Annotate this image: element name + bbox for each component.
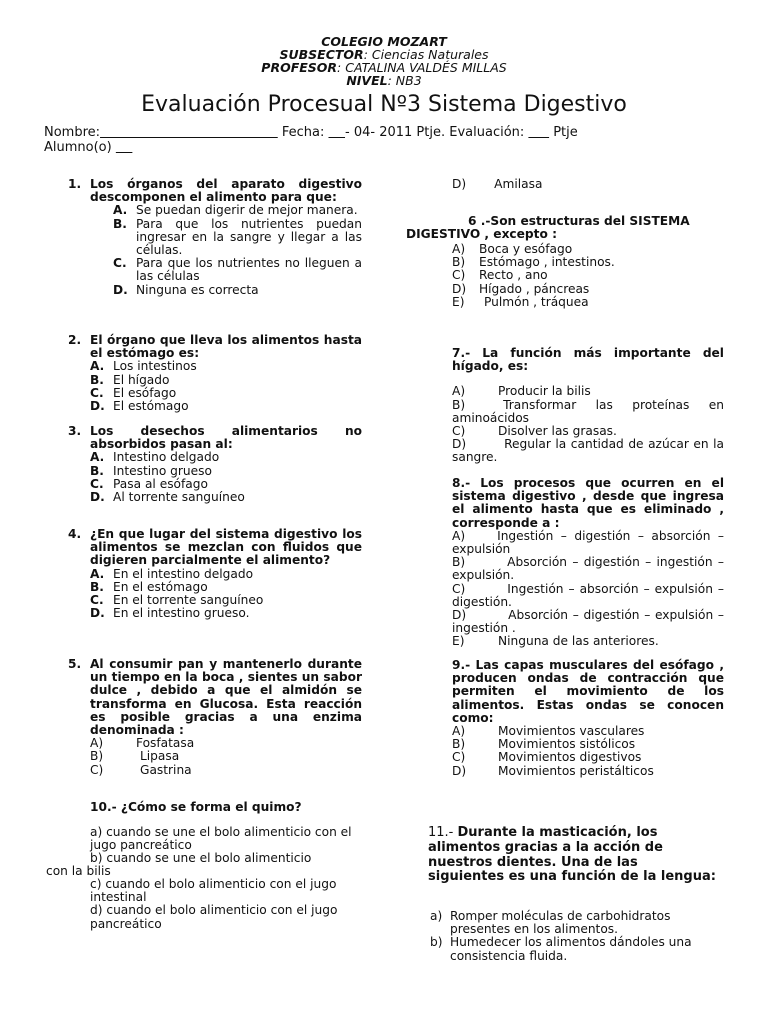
q7-option-a[interactable]: A) Producir la bilis xyxy=(452,384,591,399)
q7-option-d[interactable]: D) Regular la cantidad de azúcar en la sangre. xyxy=(452,437,724,465)
question-8: 8.- Los procesos que ocurren en el sistema digestivo , desde que ingresa el alimento hasta que es eliminado , corresponde a : A) Ingestión – digestión – absorción – expulsión B) Absorción – digestión – ingestión – expulsión. C) Ingestión – absorción – expulsión – digestión. D) Absorción – digestión – expulsión – ingestión . E) Ninguna de las anteriores. xyxy=(452,476,724,649)
date-field[interactable] xyxy=(329,125,346,140)
q5-option-b[interactable]: B) Lipasa xyxy=(90,749,180,764)
q9-option-c[interactable]: C) Movimientos digestivos xyxy=(452,750,642,765)
q3-option-b[interactable]: B. Intestino grueso xyxy=(90,463,212,478)
q11-option-a[interactable]: a) Romper moléculas de carbohidratos presentes en los alimentos. xyxy=(430,909,671,937)
q2-option-c[interactable]: C. El esófago xyxy=(90,385,177,400)
page-title: Evaluación Procesual Nº3 Sistema Digestivo xyxy=(141,92,627,117)
q5-option-d[interactable]: D) Amilasa xyxy=(452,177,543,191)
q9-option-a[interactable]: A) Movimientos vasculares xyxy=(452,724,645,739)
q8-option-c[interactable]: C) Ingestión – absorción – expulsión – digestión. xyxy=(452,581,724,609)
question-9: 9.- Las capas musculares del esófago , producen ondas de contracción que permiten el movimiento de los alimentos. Estas ondas se conocen como: A) Movimientos vasculares B) Movimientos sistólicos C) Movimientos digestivos D) Movimientos peristálticos xyxy=(452,658,724,778)
q11-option-b[interactable]: b) Humedecer los alimentos dándoles una consistencia fluida. xyxy=(430,935,692,963)
q8-option-a[interactable]: A) Ingestión – digestión – absorción – expulsión xyxy=(452,528,724,557)
q6-option-c[interactable]: C) Recto , ano xyxy=(452,268,548,283)
q2-option-a[interactable]: A. Los intestinos xyxy=(90,359,197,374)
q8-option-b[interactable]: B) Absorción – digestión – ingestión – expulsión. xyxy=(452,555,724,583)
q9-option-d[interactable]: D) Movimientos peristálticos xyxy=(452,763,654,778)
question-7: 7.- La función más importante del hígado, es: A) Producir la bilis B) Transformar las proteínas en aminoácidos C) Disolver las grasas. D) Regular la cantidad de azúcar en la sangre. xyxy=(452,346,724,465)
q1-option-c[interactable]: C. Para que los nutrientes no lleguen a las células xyxy=(113,256,362,284)
subsector-line: SUBSECTOR: Ciencias Naturales xyxy=(279,47,489,62)
q4-option-c[interactable]: C. En el torrente sanguíneo xyxy=(90,593,264,608)
question-10-options-2 xyxy=(90,878,352,931)
q6-option-e[interactable]: E) Pulmón , tráquea xyxy=(452,294,589,309)
q2-option-d[interactable]: D. El estómago xyxy=(90,399,189,414)
q5-option-a[interactable]: A) Fosfatasa xyxy=(90,736,195,751)
school-name: COLEGIO MOZART xyxy=(321,34,447,49)
q1-option-a[interactable]: A. Se puedan digerir de mejor manera. xyxy=(113,203,358,218)
q8-option-e[interactable]: E) Ninguna de las anteriores. xyxy=(452,634,659,649)
q3-option-c[interactable]: C. Pasa al esófago xyxy=(90,476,208,491)
question-1: 1. Los órganos del aparato digestivo descomponen el alimento para que: A. Se puedan digerir de mejor manera. B. Para que los nutrientes puedan ingresar en la sangre y llegar a las células. C. Para que los nutrientes no lleguen a las células D. Ninguna es correcta xyxy=(68,177,362,297)
q10-option-a[interactable]: a) cuando se une el bolo alimenticio con el jugo pancreático xyxy=(90,825,352,853)
q10-option-d[interactable]: d) cuando el bolo alimenticio con el jugo pancreático xyxy=(90,903,338,931)
score-field[interactable] xyxy=(528,125,549,140)
q4-option-a[interactable]: A. En el intestino delgado xyxy=(90,566,254,581)
q3-option-d[interactable]: D. Al torrente sanguíneo xyxy=(90,490,245,505)
name-field[interactable] xyxy=(100,125,278,140)
q2-option-b[interactable]: B. El hígado xyxy=(90,372,170,387)
profesor-line: PROFESOR: CATALINA VALDÉS MILLAS xyxy=(261,60,507,75)
q5-option-c[interactable]: C) Gastrina xyxy=(90,762,192,777)
question-6: 6 .-Son estructuras del SISTEMA DIGESTIVO , excepto : xyxy=(406,214,690,242)
q7-option-c[interactable]: C) Disolver las grasas. xyxy=(452,424,617,439)
q9-option-b[interactable]: B) Movimientos sistólicos xyxy=(452,737,636,752)
question-10-options xyxy=(90,826,352,866)
q3-option-a[interactable]: A. Intestino delgado xyxy=(90,450,220,465)
question-11: 11.- Durante la masticación, los alimentos gracias a la acción de nuestros dientes. Una de las siguientes es una función de la lengua: xyxy=(428,825,716,885)
question-5: 5. Al consumir pan y mantenerlo durante un tiempo en la boca , sientes un sabor dulce , debido a que el almidón se transforma en Glucosa. Esta reacción es posible gracias a una enzima denominada : A) Fosfatasa B) Lipasa C) Gastrina xyxy=(68,657,362,777)
question-11-options xyxy=(430,910,718,963)
q6-option-d[interactable]: D) Hígado , páncreas xyxy=(452,281,590,296)
question-2: 2. El órgano que lleva los alimentos hasta el estómago es: A. Los intestinos B. El hígado C. El esófago D. El estómago xyxy=(68,333,362,414)
question-6-options xyxy=(452,243,724,309)
q10-option-c[interactable]: c) cuando el bolo alimenticio con el jugo intestinal xyxy=(90,877,337,905)
q1-option-b[interactable]: B. Para que los nutrientes puedan ingresar en la sangre y llegar a las células. xyxy=(113,216,362,258)
student-info: Nombre: Fecha: - 04- 2011 Ptje. Evaluación: Ptje Alumno(o) xyxy=(44,125,578,155)
nivel-line: NIVEL: NB3 xyxy=(346,73,422,88)
q8-option-d[interactable]: D) Absorción – digestión – expulsión – ingestión . xyxy=(452,608,724,636)
q4-option-b[interactable]: B. En el estómago xyxy=(90,579,208,594)
question-3: 3. Los desechos alimentarios no absorbidos pasan al: A. Intestino delgado B. Intestino grueso C. Pasa al esófago D. Al torrente sanguíneo xyxy=(68,424,362,505)
q1-option-d[interactable]: D. Ninguna es correcta xyxy=(113,282,259,297)
question-10-title: 10.- ¿Cómo se forma el quimo? xyxy=(90,800,302,814)
q4-option-d[interactable]: D. En el intestino grueso. xyxy=(90,606,250,621)
q6-option-a[interactable]: A) Boca y esófago xyxy=(452,242,573,256)
q10-option-b[interactable]: b) cuando se une el bolo alimenticio xyxy=(90,851,312,866)
q7-option-b[interactable]: B) Transformar las proteínas en aminoácidos xyxy=(452,397,724,425)
q6-option-b[interactable]: B) Estómago , intestinos. xyxy=(452,255,615,270)
student-score-field[interactable] xyxy=(116,140,133,155)
q10-option-b-cont: con la bilis xyxy=(46,864,111,878)
question-4: 4. ¿En que lugar del sistema digestivo los alimentos se mezclan con fluidos que digieren parcialmente el alimento? A. En el intestino delgado B. En el estómago C. En el torrente sanguíneo D. En el intestino grueso. xyxy=(68,527,362,621)
